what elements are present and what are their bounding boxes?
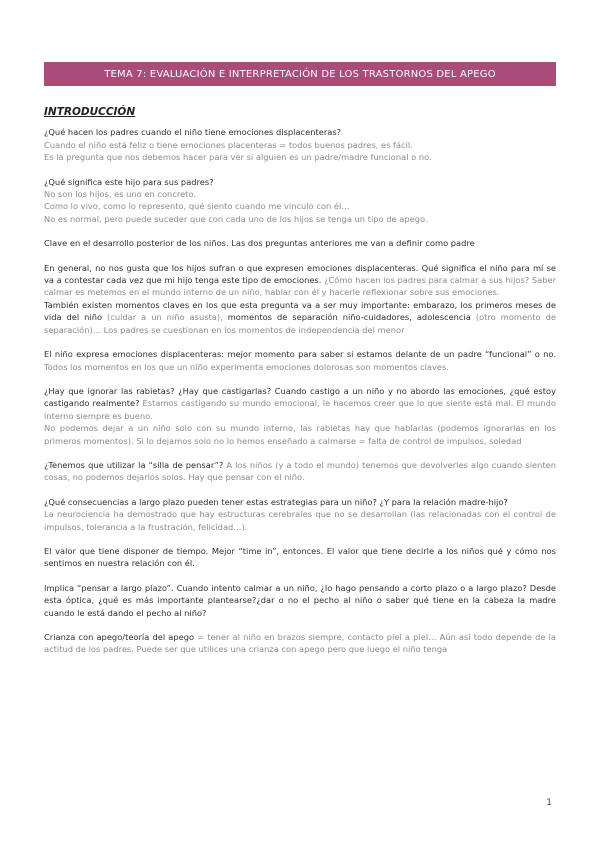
chapter-title-banner: TEMA 7: EVALUACIÓN E INTERPRETACIÓN DE LOS TRASTORNOS DEL APEGO — [44, 62, 556, 86]
key-moments-c: momentos de separación niño-cuidadores, adolescencia — [227, 312, 471, 323]
section-heading: INTRODUCCIÓN — [44, 106, 136, 118]
question-long-term: ¿Qué consecuencias a largo plazo pueden tener estas estrategias para un niño? ¿Y para la relación madre-hijo? — [44, 496, 508, 507]
attachment-parenting-term: Crianza con apego/teoría del apego — [44, 632, 195, 642]
answer-2-line-2: Como lo vivo, como lo represento, qué siento cuando me vinculo con él… — [44, 201, 350, 212]
paragraph-key-moments — [44, 299, 556, 336]
paragraph-attachment-parenting — [44, 631, 556, 656]
paragraph-tantrums — [44, 385, 556, 422]
key-moments-a: También existen momentos claves en los que esta pregunta va a ser muy importante: embarazo, los primeros meses de vida del niño — [44, 299, 556, 323]
paragraph-thinking-chair — [44, 459, 556, 484]
paragraph-tantrums-followup: No podemos dejar a un niño solo con su mundo interno, las rabietas hay que hablarlas (podemos ignorarlas en los primeros momentos). Si lo dejamos solo no lo hemos enseñado a calmarse = falta de control de impulsos, soledad — [44, 423, 556, 446]
page-number: 1 — [546, 798, 552, 808]
question-2: ¿Qué significa este hijo para sus padres? — [44, 176, 214, 187]
question-1: ¿Qué hacen los padres cuando el niño tiene emociones displacenteras? — [44, 127, 342, 138]
document-body — [44, 106, 556, 656]
functional-parent-note: Todos los momentos en los que un niño experimenta emociones dolorosas son momentos claves. — [44, 361, 449, 372]
paragraph-general-note: ¿Cómo hacen los padres para calmar a sus hijos? Saber calmar es metemos en el mundo interno de un niño, hablar con él y hacerle reflexionar sobre sus emociones. — [44, 275, 557, 298]
paragraph-key-development: Clave en el desarrollo posterior de los niños. Las dos preguntas anteriores me van a definir como padre — [44, 238, 475, 249]
key-moments-b: (cuidar a un niño asusta), — [102, 312, 228, 323]
thinking-chair-answer: A los niños (y a todo el mundo) tenemos que devolverles algo cuando sienten cosas, no podemos dejarlos solos. Hay que pensar con el niño. — [44, 459, 556, 483]
functional-parent-main: El niño expresa emociones displacenteras: mejor momento para saber si estamos delante de un padre “funcional” o no. — [44, 349, 556, 360]
thinking-chair-question: ¿Tenemos que utilizar la “silla de pensar”? — [44, 459, 224, 470]
answer-2-line-3: No es normal, pero puede suceder que con cada uno de los hijos se tenga un tipo de apego. — [44, 213, 428, 224]
answer-2-line-1: No son los hijos, es uno en concreto. — [44, 189, 197, 200]
answer-long-term: La neurociencia ha demostrado que hay estructuras cerebrales que no se desarrollan (las relacionadas con el control de impulsos, tolerancia a la frustración, felicidad…). — [44, 509, 556, 532]
attachment-parenting-text: = tener al niño en brazos siempre, contacto piel a piel… Aún así todo depende de la actitud de los padres. Puede ser que utilices una crianza con apego pero que luego el niño tenga — [44, 632, 556, 655]
paragraph-general-main: En general, no nos gusta que los hijos sufran o que expresen emociones displacenteras. Qué significa el niño para mí se va a contestar cada vez que mi hijo tenga este tipo de emociones. — [44, 262, 556, 286]
answer-1-line-1: Cuando el niño está feliz o tiene emociones placenteras = todos buenos padres, es fácil. — [44, 139, 413, 150]
tantrums-answer: Estamos castigando su mundo emocional, le hacemos creer que lo que siente está mal. El mundo interno siempre es bueno. — [44, 398, 556, 421]
answer-1-line-2: Es la pregunta que nos debemos hacer para ver si alguien es un padre/madre funcional o no. — [44, 152, 432, 163]
tantrums-question: ¿Hay que ignorar las rabietas? ¿Hay que castigarlas? Cuando castigo a un niño y no abordo las emociones, ¿qué estoy castigando realmente? — [44, 385, 556, 409]
paragraph-functional-parent — [44, 348, 556, 373]
key-moments-d: (otro momento de separación)… — [44, 312, 556, 335]
paragraph-time-value: El valor que tiene disponer de tiempo. Mejor “time in”, entonces. El valor que tiene decirle a los niños qué y cómo nos sentimos en nuestra relación con él. — [44, 545, 556, 569]
paragraph-general — [44, 262, 556, 299]
key-moments-e: Los padres se cuestionan en los momentos de independencia del menor — [101, 324, 405, 335]
paragraph-long-term-thinking: Implica “pensar a largo plazo”. Cuando intento calmar a un niño, ¿lo hago pensando a corto plazo o a largo plazo? Desde esta óptica, ¿qué es más importante plantearse?¿dar o no el pecho al niño o saber qué tiene en la cabeza la madre cuando le está dando el pecho al niño? — [44, 582, 556, 618]
